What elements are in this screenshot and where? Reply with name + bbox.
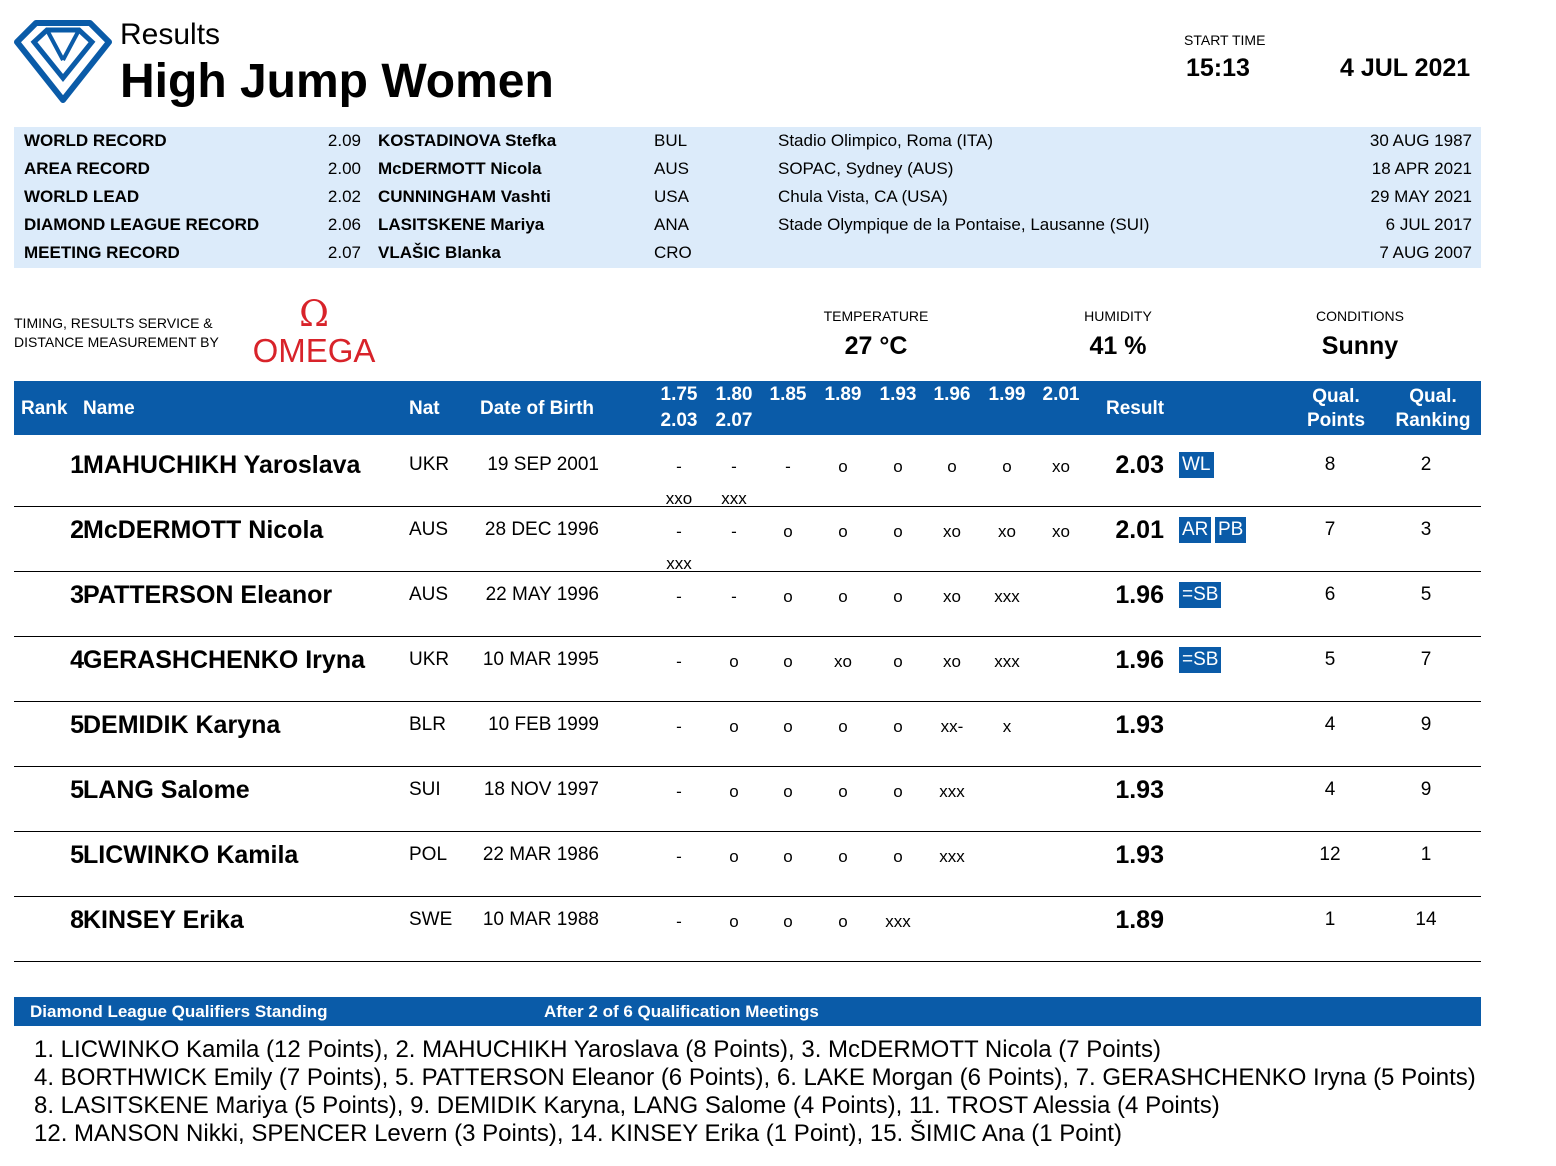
athlete-dob: 18 NOV 1997 <box>483 779 599 800</box>
athlete-dob: 28 DEC 1996 <box>484 519 599 540</box>
temperature-value: 27 °C <box>844 332 908 360</box>
record-venue: Chula Vista, CA (USA) <box>778 187 948 206</box>
record-type: WORLD LEAD <box>24 187 140 206</box>
athlete-result: 1.93 <box>1115 841 1164 869</box>
athlete-nat: SUI <box>409 779 441 800</box>
record-nat: ANA <box>654 215 689 234</box>
attempt-cell: o <box>1002 457 1012 476</box>
attempt-cell: o <box>893 652 903 671</box>
record-nat: AUS <box>654 159 689 178</box>
athlete-nat: UKR <box>409 649 450 670</box>
attempt-cell: - <box>676 457 682 476</box>
header-height: 1.99 <box>988 384 1026 405</box>
attempt-cell: - <box>731 457 737 476</box>
athlete-result: 2.01 <box>1115 516 1164 544</box>
qual-ranking: 9 <box>1420 779 1432 800</box>
attempt-cell: xxo <box>665 489 693 508</box>
records-panel <box>14 127 1481 268</box>
athlete-name: McDERMOTT Nicola <box>83 516 324 544</box>
attempt-cell: xxx <box>994 652 1020 671</box>
record-type: WORLD RECORD <box>24 131 167 150</box>
attempt-cell: - <box>785 457 791 476</box>
qual-points: 7 <box>1324 519 1336 540</box>
athlete-rank: 1 <box>70 451 84 479</box>
header-height: 1.80 <box>715 384 753 405</box>
record-row <box>14 127 1481 155</box>
attempt-cell: - <box>731 587 737 606</box>
record-date: 18 APR 2021 <box>1371 159 1472 178</box>
athlete-dob: 10 FEB 1999 <box>488 714 599 735</box>
header-height: 1.89 <box>824 384 862 405</box>
qual-ranking: 2 <box>1420 454 1432 475</box>
athlete-result: 1.89 <box>1115 906 1164 934</box>
attempt-cell: o <box>783 522 793 541</box>
standings-bar <box>14 997 1481 1026</box>
header-rank: Rank <box>21 398 68 419</box>
record-holder: KOSTADINOVA Stefka <box>378 131 557 150</box>
header-qual-points-1: Qual. <box>1312 386 1360 407</box>
meet-date: 4 JUL 2021 <box>1340 54 1471 82</box>
qual-points: 5 <box>1324 649 1336 670</box>
qual-points: 6 <box>1324 584 1336 605</box>
header-dob: Date of Birth <box>480 398 594 419</box>
table-row <box>14 701 1481 767</box>
athlete-nat: SWE <box>409 909 453 930</box>
table-row <box>14 506 1481 572</box>
attempt-cell: xxx <box>939 847 965 866</box>
qual-ranking: 3 <box>1420 519 1432 540</box>
record-mark: 2.02 <box>327 187 361 206</box>
table-row <box>14 766 1481 832</box>
conditions-value: Sunny <box>1321 332 1399 360</box>
table-row <box>14 571 1481 637</box>
attempt-cell: xxx <box>994 587 1020 606</box>
athlete-result: 1.96 <box>1115 646 1164 674</box>
svg-text:Ω: Ω <box>299 296 329 335</box>
conditions-label: CONDITIONS <box>1316 308 1404 324</box>
attempt-cell: o <box>838 522 848 541</box>
start-time: 15:13 <box>1186 54 1250 82</box>
attempt-cell: o <box>783 587 793 606</box>
athlete-name: PATTERSON Eleanor <box>83 581 333 609</box>
athlete-nat: POL <box>409 844 448 865</box>
athlete-name: MAHUCHIKH Yaroslava <box>83 451 361 479</box>
qual-points: 12 <box>1319 844 1341 865</box>
attempt-cell: o <box>783 717 793 736</box>
attempt-cell: o <box>893 587 903 606</box>
athlete-rank: 5 <box>70 711 84 739</box>
header-qual-ranking <box>1390 385 1476 433</box>
athlete-dob: 22 MAR 1986 <box>482 844 599 865</box>
record-nat: BUL <box>654 131 688 150</box>
results-label: Results <box>120 18 221 51</box>
attempt-cell: - <box>676 587 682 606</box>
athlete-nat: AUS <box>409 584 449 605</box>
standings-title: Diamond League Qualifiers Standing <box>30 1002 328 1021</box>
attempt-cell: - <box>731 522 737 541</box>
header-qual-ranking-1: Qual. <box>1409 386 1457 407</box>
record-row <box>14 183 1481 211</box>
athlete-result: 1.93 <box>1115 776 1164 804</box>
attempt-cell: xo <box>943 652 961 671</box>
attempt-cell: o <box>838 457 848 476</box>
record-row <box>14 239 1481 267</box>
record-mark: 2.09 <box>327 131 361 150</box>
athlete-nat: AUS <box>409 519 449 540</box>
qual-points: 1 <box>1324 909 1336 930</box>
athlete-result: 1.96 <box>1115 581 1164 609</box>
attempt-cell: o <box>729 912 739 931</box>
record-date: 7 AUG 2007 <box>1379 243 1472 262</box>
header-height: 1.93 <box>879 384 917 405</box>
record-venue: SOPAC, Sydney (AUS) <box>778 159 954 178</box>
record-type: DIAMOND LEAGUE RECORD <box>24 215 260 234</box>
attempt-cell: o <box>729 652 739 671</box>
qual-ranking: 14 <box>1415 909 1437 930</box>
attempt-cell: xxx <box>721 489 747 508</box>
athlete-dob: 10 MAR 1988 <box>482 909 599 930</box>
athlete-nat: UKR <box>409 454 450 475</box>
result-badge: AR <box>1179 517 1211 543</box>
results-table-header <box>14 381 1481 435</box>
athlete-dob: 10 MAR 1995 <box>482 649 599 670</box>
athlete-name: DEMIDIK Karyna <box>83 711 281 739</box>
header-height: 2.03 <box>660 410 698 431</box>
record-venue: Stadio Olimpico, Roma (ITA) <box>778 131 994 150</box>
diamond-league-logo-icon <box>14 20 112 104</box>
table-row <box>14 831 1481 897</box>
attempt-cell: - <box>676 912 682 931</box>
attempt-cell: o <box>783 847 793 866</box>
athlete-result: 1.93 <box>1115 711 1164 739</box>
header-height: 1.96 <box>933 384 971 405</box>
record-nat: USA <box>654 187 689 206</box>
header-nat: Nat <box>409 398 440 419</box>
timing-line-2: DISTANCE MEASUREMENT BY <box>14 334 219 350</box>
attempt-cell: o <box>838 587 848 606</box>
header-height: 1.75 <box>660 384 698 405</box>
record-mark: 2.00 <box>327 159 361 178</box>
record-holder: LASITSKENE Mariya <box>378 215 545 234</box>
athlete-rank: 8 <box>70 906 84 934</box>
attempt-cell: o <box>783 782 793 801</box>
attempt-cell: xo <box>943 522 961 541</box>
athlete-nat: BLR <box>409 714 446 735</box>
attempt-cell: x <box>1002 717 1012 736</box>
qual-ranking: 5 <box>1420 584 1432 605</box>
athlete-dob: 22 MAY 1996 <box>485 584 599 605</box>
attempt-cell: o <box>893 457 903 476</box>
omega-brand: OMEGA <box>252 332 376 368</box>
attempt-cell: - <box>676 522 682 541</box>
event-title: High Jump Women <box>120 55 554 108</box>
standings-list <box>34 1036 1476 1148</box>
result-badge: WL <box>1179 452 1214 478</box>
athlete-rank: 2 <box>70 516 84 544</box>
attempt-cell: xxx <box>939 782 965 801</box>
attempt-cell: o <box>783 912 793 931</box>
attempt-cell: o <box>729 847 739 866</box>
standings-line: 12. MANSON Nikki, SPENCER Levern (3 Points), 14. KINSEY Erika (1 Point), 15. ŠIMIC Ana (1 Point) <box>34 1120 1122 1147</box>
record-holder: CUNNINGHAM Vashti <box>378 187 551 206</box>
record-holder: VLAŠIC Blanka <box>378 243 501 262</box>
record-type: AREA RECORD <box>24 159 150 178</box>
athlete-result: 2.03 <box>1115 451 1164 479</box>
attempt-cell: o <box>783 652 793 671</box>
athlete-name: LICWINKO Kamila <box>83 841 299 869</box>
attempt-cell: - <box>676 717 682 736</box>
humidity-label: HUMIDITY <box>1084 308 1152 324</box>
record-type: MEETING RECORD <box>24 243 180 262</box>
qual-points: 8 <box>1324 454 1336 475</box>
attempt-cell: xo <box>943 587 961 606</box>
record-nat: CRO <box>654 243 692 262</box>
attempt-cell: xo <box>834 652 852 671</box>
header-qual-points <box>1300 385 1372 433</box>
qual-points: 4 <box>1324 714 1336 735</box>
record-mark: 2.06 <box>327 215 361 234</box>
qual-ranking: 7 <box>1420 649 1432 670</box>
header-result: Result <box>1106 398 1165 419</box>
start-time-label: START TIME <box>1184 32 1266 48</box>
record-date: 30 AUG 1987 <box>1369 131 1472 150</box>
attempt-cell: o <box>838 717 848 736</box>
attempt-cell: xx- <box>940 717 964 736</box>
record-mark: 2.07 <box>327 243 361 262</box>
standings-subtitle: After 2 of 6 Qualification Meetings <box>544 1002 819 1021</box>
header-height: 2.01 <box>1042 384 1080 405</box>
record-row <box>14 211 1481 239</box>
attempt-cell: o <box>893 782 903 801</box>
athlete-name: LANG Salome <box>83 776 250 804</box>
header-qual-points-2: Points <box>1306 410 1366 431</box>
omega-logo-icon <box>240 296 388 368</box>
standings-line: 4. BORTHWICK Emily (7 Points), 5. PATTERSON Eleanor (6 Points), 6. LAKE Morgan (6 Points), 7. GERASHCHENKO Iryna (5 Points) <box>34 1064 1476 1091</box>
table-row <box>14 441 1481 507</box>
timing-line-1: TIMING, RESULTS SERVICE & <box>14 315 213 331</box>
athlete-name: GERASHCHENKO Iryna <box>83 646 365 674</box>
athlete-rank: 3 <box>70 581 84 609</box>
attempt-cell: xxx <box>666 554 692 573</box>
attempt-cell: xxx <box>885 912 911 931</box>
attempt-cell: - <box>676 782 682 801</box>
humidity-value: 41 % <box>1089 332 1147 360</box>
header-height: 2.07 <box>715 410 753 431</box>
attempt-cell: - <box>676 652 682 671</box>
attempt-cell: o <box>838 782 848 801</box>
athlete-dob: 19 SEP 2001 <box>487 454 599 475</box>
attempt-cell: o <box>893 847 903 866</box>
attempt-cell: xo <box>998 522 1016 541</box>
result-badge: =SB <box>1179 582 1221 608</box>
record-row <box>14 155 1481 183</box>
record-date: 29 MAY 2021 <box>1370 187 1472 206</box>
athlete-rank: 5 <box>70 841 84 869</box>
attempt-cell: - <box>676 847 682 866</box>
attempt-cell: o <box>729 717 739 736</box>
athlete-rank: 5 <box>70 776 84 804</box>
result-badge: =SB <box>1179 647 1221 673</box>
temperature-label: TEMPERATURE <box>823 308 929 324</box>
athlete-rank: 4 <box>70 646 84 674</box>
athlete-name: KINSEY Erika <box>83 906 244 934</box>
qual-ranking: 9 <box>1420 714 1432 735</box>
table-row <box>14 636 1481 702</box>
standings-line: 8. LASITSKENE Mariya (5 Points), 9. DEMIDIK Karyna, LANG Salome (4 Points), 11. TROST Alessia (4 Points) <box>34 1092 1220 1119</box>
attempt-cell: o <box>838 912 848 931</box>
header-name: Name <box>83 398 135 419</box>
attempt-cell: o <box>838 847 848 866</box>
attempt-cell: o <box>729 782 739 801</box>
attempt-cell: o <box>893 522 903 541</box>
qual-ranking: 1 <box>1420 844 1432 865</box>
result-badge: PB <box>1215 517 1246 543</box>
record-venue: Stade Olympique de la Pontaise, Lausanne (SUI) <box>778 215 1150 234</box>
timing-credit <box>14 314 219 352</box>
record-date: 6 JUL 2017 <box>1385 215 1472 234</box>
record-holder: McDERMOTT Nicola <box>378 159 542 178</box>
table-row <box>14 896 1481 962</box>
attempt-cell: o <box>893 717 903 736</box>
attempt-cell: xo <box>1052 457 1070 476</box>
attempt-cell: xo <box>1052 522 1070 541</box>
qual-points: 4 <box>1324 779 1336 800</box>
standings-line: 1. LICWINKO Kamila (12 Points), 2. MAHUCHIKH Yaroslava (8 Points), 3. McDERMOTT Nicola (7 Points) <box>34 1036 1161 1063</box>
attempt-cell: o <box>947 457 957 476</box>
header-height: 1.85 <box>769 384 807 405</box>
header-qual-ranking-2: Ranking <box>1395 410 1471 431</box>
